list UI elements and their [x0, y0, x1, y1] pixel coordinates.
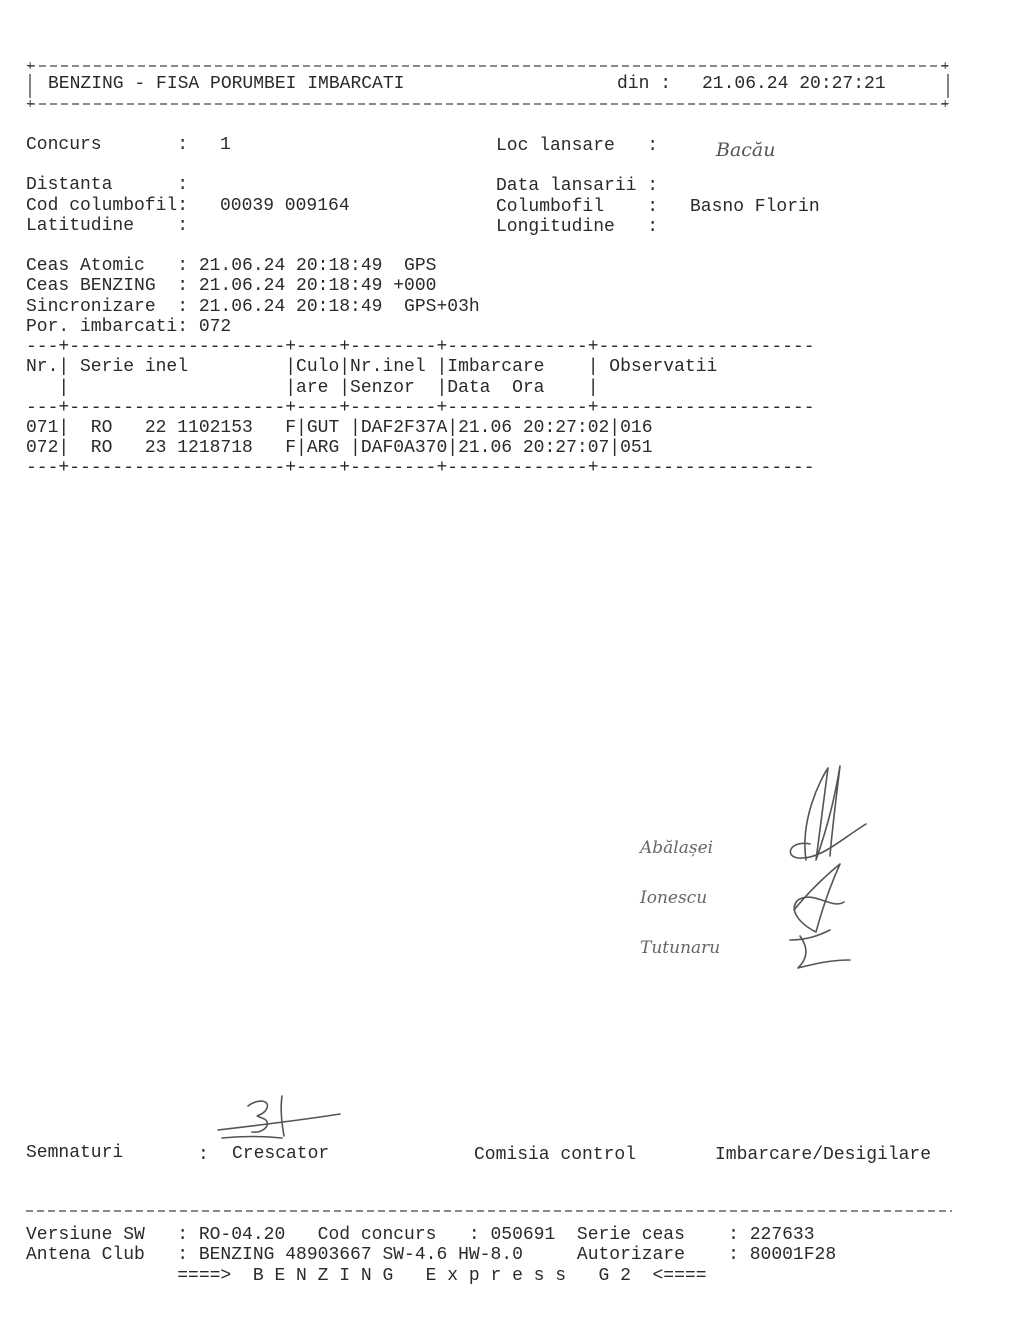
- svg-text:+: +: [26, 97, 35, 110]
- footer-separator: [26, 1208, 954, 1214]
- table-border-bottom: ---+--------------------+----+--------+-------------+--------------------: [26, 458, 815, 478]
- header-date-label: din :: [617, 74, 672, 94]
- svg-text:+: +: [26, 59, 35, 75]
- columbofil-label: Columbofil :: [496, 197, 659, 217]
- loc-lansare-value: Bacău: [716, 139, 776, 161]
- table-header-row-1: Nr.| Serie inel |Culo|Nr.inel |Imbarcare | Observatii: [26, 357, 718, 377]
- imbarcare-desigilare-label: Imbarcare/Desigilare: [715, 1145, 932, 1165]
- svg-text:+: +: [941, 97, 950, 110]
- footer-line-brand: ====> B E N Z I N G E x p r e s s G 2 <====: [26, 1266, 707, 1286]
- document-title: BENZING - FISA PORUMBEI IMBARCATI: [48, 74, 405, 94]
- table-row: 071| RO 22 1102153 F|GUT |DAF2F37A|21.06 20:27:02|016: [26, 418, 653, 438]
- semnaturi-colon: :: [198, 1145, 209, 1165]
- data-lansarii-label: Data lansarii :: [496, 176, 659, 196]
- table-border-top: ---+--------------------+----+--------+-------------+--------------------: [26, 337, 815, 357]
- ceas-atomic: Ceas Atomic : 21.06.24 20:18:49 GPS: [26, 256, 437, 276]
- table-header-row-2: | |are |Senzor |Data Ora |: [26, 378, 599, 398]
- svg-text:+: +: [941, 59, 950, 75]
- table-row: 072| RO 23 1218718 F|ARG |DAF0A370|21.06 20:27:07|051: [26, 438, 653, 458]
- concurs-value: 1: [220, 135, 231, 155]
- loc-lansare-label: Loc lansare :: [496, 136, 659, 156]
- crescator-signature: [212, 1092, 352, 1152]
- porumbei-imbarcati: Por. imbarcati: 072: [26, 317, 232, 337]
- semnaturi-label: Semnaturi: [26, 1143, 124, 1163]
- footer-line-antena: Antena Club : BENZING 48903667 SW-4.6 HW-8.0 Autorizare : 80001F28: [26, 1245, 837, 1265]
- cod-columbofil-label: Cod columbofil:: [26, 196, 189, 216]
- crescator-label: Crescator: [232, 1144, 330, 1164]
- concurs-label: Concurs :: [26, 135, 189, 155]
- ceas-benzing: Ceas BENZING : 21.06.24 20:18:49 +000: [26, 276, 437, 296]
- commission-signatures: [770, 760, 880, 980]
- footer-line-version: Versiune SW : RO-04.20 Cod concurs : 050691 Serie ceas : 227633: [26, 1225, 815, 1245]
- commission-name-1: Abălașei: [640, 838, 714, 858]
- latitudine-label: Latitudine :: [26, 216, 189, 236]
- commission-name-3: Tutunaru: [640, 938, 721, 958]
- longitudine-label: Longitudine :: [496, 217, 659, 237]
- distanta-label: Distanta :: [26, 175, 189, 195]
- table-border-mid: ---+--------------------+----+--------+-------------+--------------------: [26, 398, 815, 418]
- cod-columbofil-value: 00039 009164: [220, 196, 350, 216]
- columbofil-value: Basno Florin: [690, 197, 820, 217]
- header-date-value: 21.06.24 20:27:21: [702, 74, 886, 94]
- comisia-control-label: Comisia control: [474, 1145, 637, 1165]
- sincronizare: Sincronizare : 21.06.24 20:18:49 GPS+03h: [26, 297, 480, 317]
- commission-name-2: Ionescu: [640, 888, 708, 908]
